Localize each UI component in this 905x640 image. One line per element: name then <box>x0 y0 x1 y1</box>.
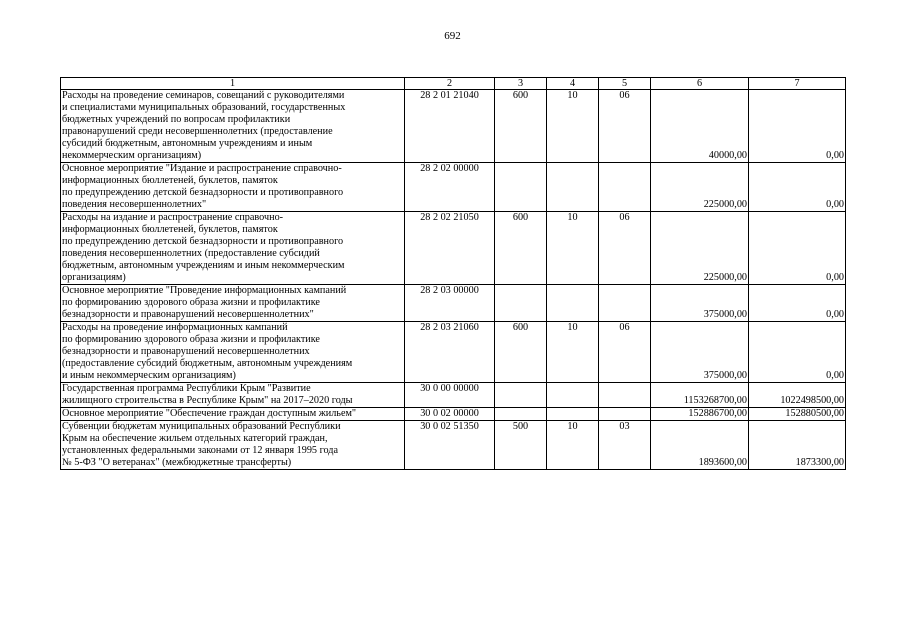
section-code <box>547 285 599 322</box>
row-name-line: жилищного строительства в Республике Крым" на 2017–2020 годы <box>62 395 353 406</box>
row-name <box>61 322 405 383</box>
target-article-code: 28 2 03 00000 <box>405 285 495 322</box>
subsection-code: 06 <box>599 322 651 383</box>
amount-year-1: 1893600,00 <box>651 421 749 470</box>
expense-type-code: 500 <box>495 421 547 470</box>
row-name-line: Государственная программа Республики Крым "Развитие <box>62 383 311 394</box>
page-number: 692 <box>444 30 461 42</box>
expense-type-code <box>495 408 547 421</box>
row-name-line: по предупреждению детской безнадзорности и противоправного <box>62 187 344 198</box>
subsection-code: 06 <box>599 212 651 285</box>
amount-year-2: 0,00 <box>749 163 846 212</box>
target-article-code: 30 0 02 51350 <box>405 421 495 470</box>
row-name <box>61 421 405 470</box>
row-name-line: Субвенции бюджетам муниципальных образований Республики <box>62 421 341 432</box>
column-header: 7 <box>749 78 846 90</box>
column-header: 3 <box>495 78 547 90</box>
column-number-row <box>61 78 846 90</box>
table-row <box>61 212 846 285</box>
table-row <box>61 421 846 470</box>
amount-year-1: 1153268700,00 <box>651 383 749 408</box>
column-header: 4 <box>547 78 599 90</box>
budget-table <box>60 77 846 470</box>
row-name-line: Расходы на проведение информационных кампаний <box>62 322 288 333</box>
subsection-code: 06 <box>599 90 651 163</box>
row-name <box>61 383 405 408</box>
amount-year-1: 152886700,00 <box>651 408 749 421</box>
expense-type-code: 600 <box>495 212 547 285</box>
row-name-line: Расходы на проведение семинаров, совещаний с руководителями <box>62 90 345 101</box>
row-name-line: некоммерческим организациям) <box>62 150 202 161</box>
row-name-line: субсидий бюджетным, автономным учреждениям и иным <box>62 138 313 149</box>
amount-year-2: 1873300,00 <box>749 421 846 470</box>
column-header: 2 <box>405 78 495 90</box>
subsection-code <box>599 383 651 408</box>
section-code: 10 <box>547 90 599 163</box>
amount-year-1: 375000,00 <box>651 285 749 322</box>
row-name-line: информационных бюллетеней, буклетов, памяток <box>62 224 278 235</box>
row-name-line: Крым на обеспечение жильем отдельных категорий граждан, <box>62 433 328 444</box>
amount-year-2: 152880500,00 <box>749 408 846 421</box>
column-header: 5 <box>599 78 651 90</box>
amount-year-2: 0,00 <box>749 212 846 285</box>
row-name-line: (предоставление субсидий бюджетным, автономным учреждениям <box>62 358 353 369</box>
row-name-line: по предупреждению детской безнадзорности и противоправного <box>62 236 344 247</box>
row-name-line: безнадзорности и правонарушений несовершеннолетних <box>62 346 310 357</box>
row-name-line: правонарушений среди несовершеннолетних (предоставление <box>62 126 333 137</box>
section-code <box>547 163 599 212</box>
section-code: 10 <box>547 322 599 383</box>
row-name <box>61 285 405 322</box>
row-name-line: безнадзорности и правонарушений несовершеннолетних" <box>62 309 314 320</box>
row-name-line: Основное мероприятие "Обеспечение граждан доступным жильем" <box>62 408 357 419</box>
row-name <box>61 163 405 212</box>
amount-year-1: 225000,00 <box>651 163 749 212</box>
row-name <box>61 408 405 421</box>
amount-year-2: 1022498500,00 <box>749 383 846 408</box>
target-article-code: 30 0 00 00000 <box>405 383 495 408</box>
column-header: 1 <box>61 78 405 90</box>
expense-type-code <box>495 285 547 322</box>
row-name-line: Основное мероприятие "Проведение информационных кампаний <box>62 285 347 296</box>
subsection-code: 03 <box>599 421 651 470</box>
table-row <box>61 383 846 408</box>
subsection-code <box>599 408 651 421</box>
row-name-line: по формированию здорового образа жизни и профилактике <box>62 334 320 345</box>
row-name-line: поведения несовершеннолетних (предоставление субсидий <box>62 248 320 259</box>
row-name-line: информационных бюллетеней, буклетов, памяток <box>62 175 278 186</box>
expense-type-code <box>495 163 547 212</box>
row-name <box>61 90 405 163</box>
section-code: 10 <box>547 212 599 285</box>
expense-type-code: 600 <box>495 90 547 163</box>
amount-year-2: 0,00 <box>749 285 846 322</box>
table-row <box>61 90 846 163</box>
section-code <box>547 408 599 421</box>
amount-year-1: 40000,00 <box>651 90 749 163</box>
table-row <box>61 285 846 322</box>
column-header: 6 <box>651 78 749 90</box>
row-name-line: по формированию здорового образа жизни и профилактике <box>62 297 320 308</box>
subsection-code <box>599 163 651 212</box>
table-row <box>61 322 846 383</box>
row-name-line: организациям) <box>62 272 126 283</box>
section-code: 10 <box>547 421 599 470</box>
row-name-line: бюджетных учреждений по вопросам профилактики <box>62 114 291 125</box>
subsection-code <box>599 285 651 322</box>
row-name-line: Расходы на издание и распространение справочно- <box>62 212 284 223</box>
row-name-line: № 5-ФЗ "О ветеранах" (межбюджетные трансферты) <box>62 457 292 468</box>
row-name-line: установленных федеральными законами от 12 января 1995 года <box>62 445 338 456</box>
target-article-code: 30 0 02 00000 <box>405 408 495 421</box>
target-article-code: 28 2 01 21040 <box>405 90 495 163</box>
amount-year-1: 225000,00 <box>651 212 749 285</box>
row-name-line: Основное мероприятие "Издание и распространение справочно- <box>62 163 342 174</box>
section-code <box>547 383 599 408</box>
target-article-code: 28 2 02 00000 <box>405 163 495 212</box>
row-name <box>61 212 405 285</box>
amount-year-2: 0,00 <box>749 90 846 163</box>
table-row <box>61 163 846 212</box>
row-name-line: поведения несовершеннолетних" <box>62 199 207 210</box>
expense-type-code <box>495 383 547 408</box>
target-article-code: 28 2 03 21060 <box>405 322 495 383</box>
expense-type-code: 600 <box>495 322 547 383</box>
amount-year-2: 0,00 <box>749 322 846 383</box>
table-row <box>61 408 846 421</box>
row-name-line: и специалистами муниципальных образований, государственных <box>62 102 346 113</box>
row-name-line: бюджетным, автономным учреждениям и иным некоммерческим <box>62 260 345 271</box>
amount-year-1: 375000,00 <box>651 322 749 383</box>
target-article-code: 28 2 02 21050 <box>405 212 495 285</box>
row-name-line: и иным некоммерческим организациям) <box>62 370 236 381</box>
